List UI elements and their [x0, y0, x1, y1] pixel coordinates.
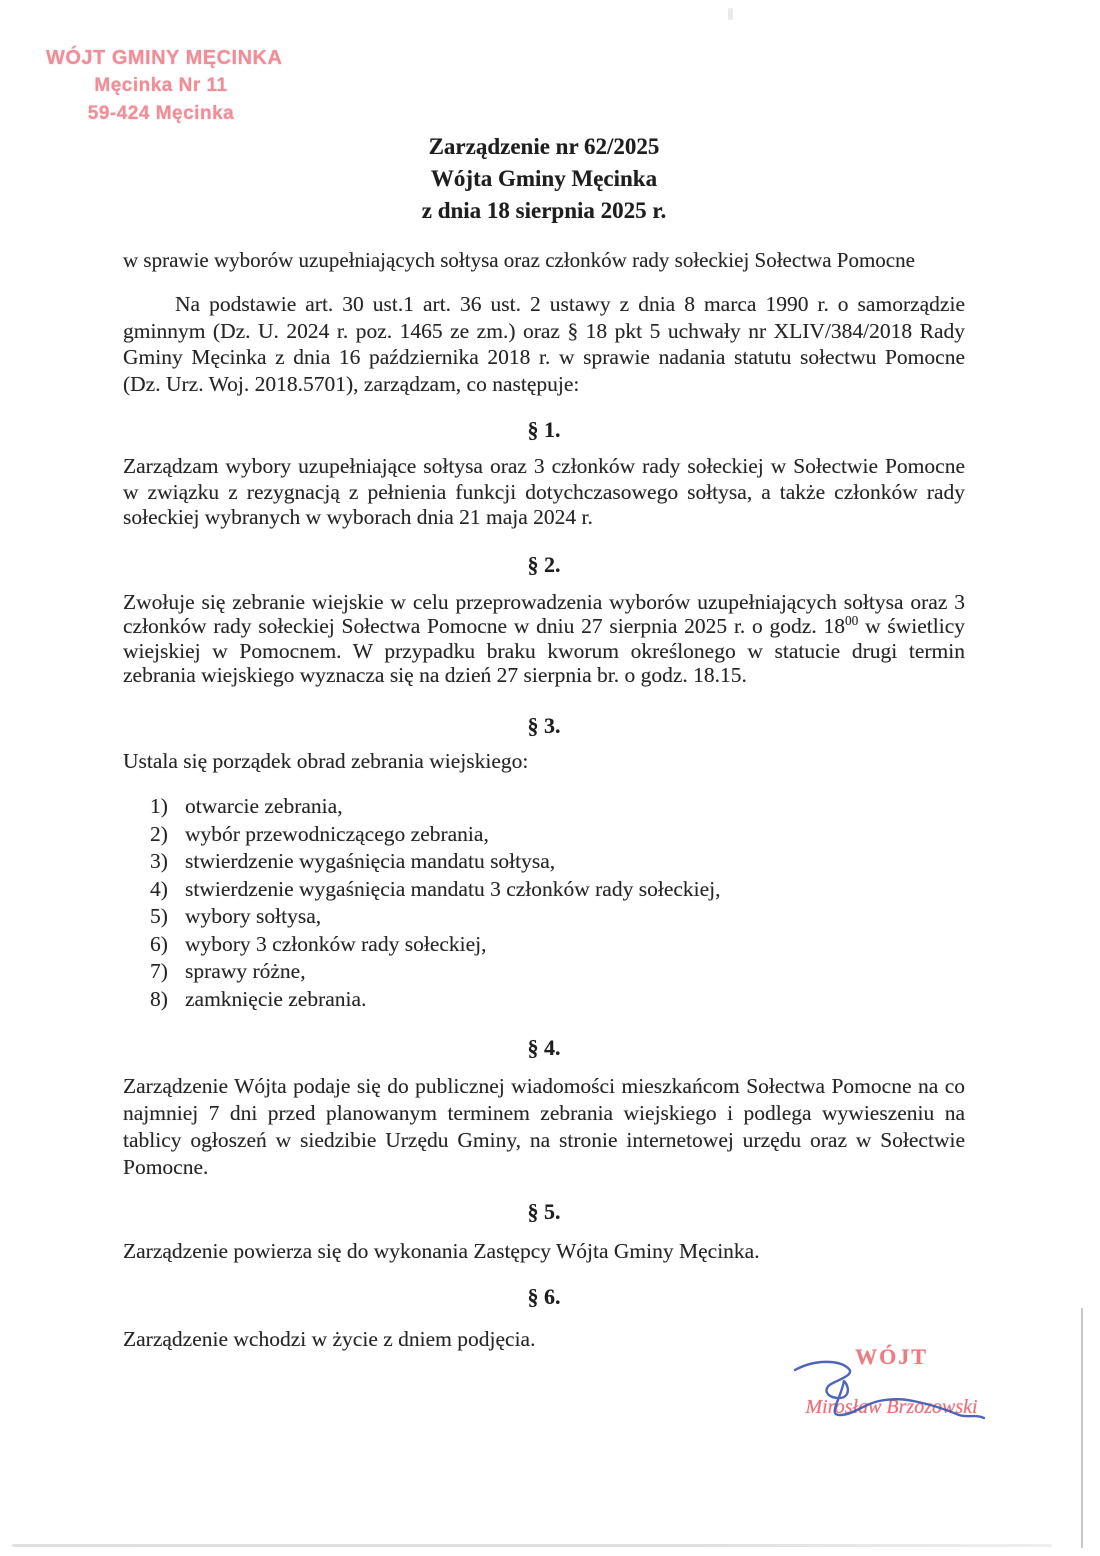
title-date: z dnia 18 sierpnia 2025 r.	[421, 198, 667, 223]
scan-artifact-right-edge	[1081, 1308, 1083, 1548]
title-issuer: Wójta Gminy Męcinka	[430, 166, 658, 191]
legal-basis-paragraph: Na podstawie art. 30 ust.1 art. 36 ust. 2 ustawy z dnia 8 marca 1990 r. o samorządzie gminnym (Dz. U. 2024 r. poz. 1465 ze zm.) oraz § 18 pkt 5 uchwały nr XLIV/384/2018 Rady Gminy Męcinka z dnia 16 października 2018 r. w sprawie nadania statutu sołectwu Pomocne (Dz. Urz. Woj. 2018.5701), zarządzam, co następuje:	[123, 292, 965, 396]
agenda-item	[123, 958, 965, 986]
agenda-list	[123, 793, 965, 1013]
agenda-item-text: wybory sołtysa,	[185, 904, 322, 928]
agenda-item-number: 4)	[150, 876, 168, 901]
agenda-item-number: 5)	[150, 904, 168, 928]
stamp-office-name: WÓJT GMINY MĘCINKA	[46, 47, 283, 69]
agenda-item-text: otwarcie zebrania,	[185, 794, 343, 818]
agenda-item-text: zamknięcie zebrania.	[185, 986, 367, 1011]
agenda-item	[123, 793, 965, 821]
signature-block	[789, 1344, 994, 1419]
section-4-body: Zarządzenie Wójta podaje się do publicznej wiadomości mieszkańcom Sołectwa Pomocne na co najmniej 7 dni przed planowanym terminem zebrania wiejskiego i podlega wywieszeniu na tablicy ogłoszeń w siedzibie Urzędu Gminy, na stronie internetowej urzędu oraz w Sołectwie Pomocne.	[123, 1074, 965, 1179]
signature-function-stamp: WÓJT	[855, 1344, 928, 1369]
stamp-address-line: Męcinka Nr 11	[94, 75, 228, 96]
section-2-heading: § 2.	[527, 551, 561, 577]
section-2-body	[123, 590, 965, 688]
agenda-item-number: 6)	[150, 931, 168, 956]
agenda-item	[123, 986, 965, 1014]
agenda-item-text: wybory 3 członków rady sołeckiej,	[185, 931, 487, 956]
title-ordinance-number: Zarządzenie nr 62/2025	[428, 134, 660, 159]
document-title	[123, 131, 965, 227]
section-2-body-start: Zwołuje się zebranie wiejskie w celu przeprowadzenia wyborów uzupełniających sołtysa oraz 3 członków rady sołeckiej Sołectwa Pomocne w dniu 27 sierpnia 2025 r. o godz. 18	[123, 589, 965, 638]
subject-line: w sprawie wyborów uzupełniających sołtysa oraz członków rady sołeckiej Sołectwa Pomocne	[123, 248, 915, 272]
scan-artifact-bottom-edge	[12, 1544, 1052, 1547]
section-5-body: Zarządzenie powierza się do wykonania Zastępcy Wójta Gminy Męcinka.	[123, 1239, 760, 1263]
agenda-item-number: 2)	[150, 821, 168, 846]
section-1-body: Zarządzam wybory uzupełniające sołtysa oraz 3 członków rady sołeckiej w Sołectwie Pomocne w związku z rezygnacją z pełnienia funkcji dotychczasowego sołtysa, a także członków rady sołeckiej wybranych w wyborach dnia 21 maja 2024 r.	[123, 454, 965, 529]
agenda-item-text: sprawy różne,	[185, 959, 306, 983]
agenda-item-number: 1)	[150, 794, 168, 818]
agenda-item-text: stwierdzenie wygaśnięcia mandatu sołtysa,	[185, 849, 556, 873]
section-4-heading: § 4.	[527, 1035, 561, 1060]
signature-name-stamp: Mirosław Brzozowski	[805, 1396, 978, 1418]
agenda-item-text: stwierdzenie wygaśnięcia mandatu 3 członków rady sołeckiej,	[185, 876, 721, 901]
agenda-item	[123, 848, 965, 876]
agenda-item	[123, 931, 965, 959]
section-2-hour-superscript: 00	[845, 612, 859, 628]
agenda-item	[123, 903, 965, 931]
agenda-item-number: 3)	[150, 849, 168, 873]
agenda-item-number: 8)	[150, 986, 168, 1011]
section-3-heading: § 3.	[527, 712, 561, 738]
agenda-item	[123, 821, 965, 849]
agenda-item-text: wybór przewodniczącego zebrania,	[185, 821, 489, 846]
section-5-heading: § 5.	[527, 1199, 561, 1224]
section-3-intro: Ustala się porządek obrad zebrania wiejskiego:	[123, 748, 529, 773]
section-6-body: Zarządzenie wchodzi w życie z dniem podjęcia.	[123, 1326, 536, 1351]
section-6-heading: § 6.	[527, 1283, 561, 1309]
stamp-postal-code: 59-424 Męcinka	[87, 103, 235, 124]
agenda-item	[123, 876, 965, 904]
section-1-heading: § 1.	[527, 417, 561, 442]
section-2-body-end: w świetlicy wiejskiej w Pomocnem. W przypadku braku kworum określonego w statucie drugi termin zebrania wiejskiego wyznacza się na dzień 27 sierpnia br. o godz. 18.15.	[123, 614, 965, 687]
document-body	[123, 0, 965, 1352]
agenda-item-number: 7)	[150, 959, 168, 983]
